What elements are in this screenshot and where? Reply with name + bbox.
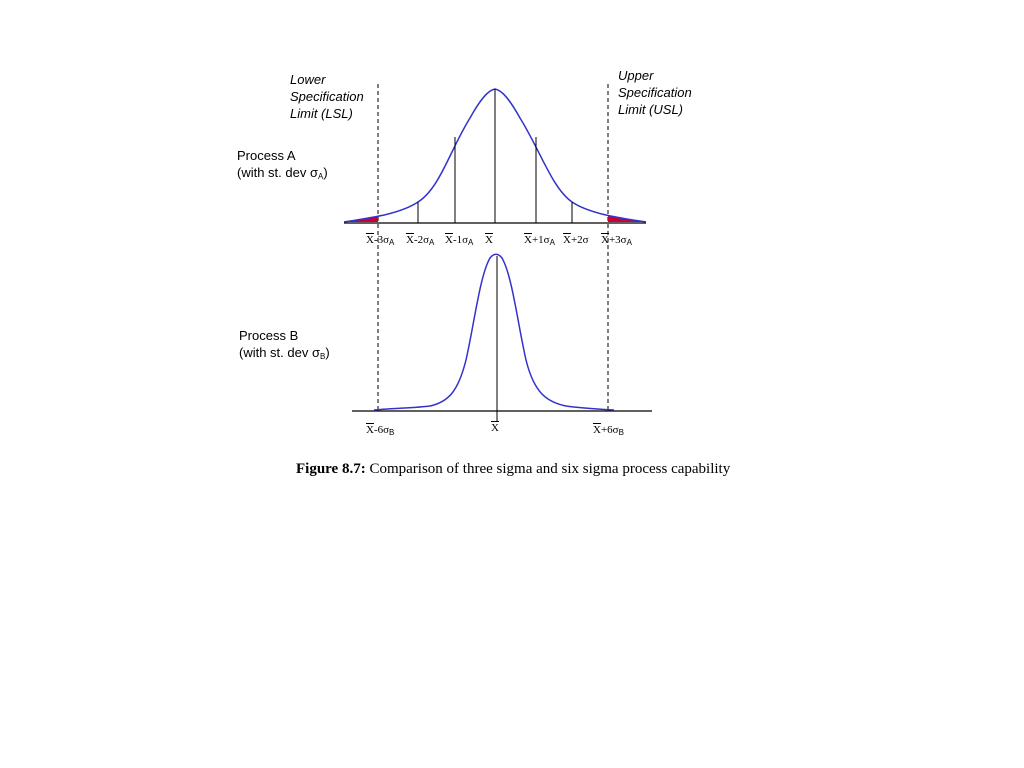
process-a-stdev: (with st. dev $\sigma_A$) <box>237 165 328 181</box>
tick-a-minus2: $\overline{X}-2\sigma_A$ <box>406 234 435 247</box>
process-b-curve <box>374 254 614 410</box>
tick-a-minus1: $\overline{X}-1\sigma_A$ <box>445 234 474 247</box>
lsl-label: Lower Specification Limit (LSL) <box>290 72 364 121</box>
tick-b-plus6: $\overline{X}+6\sigma_B$ <box>593 424 624 437</box>
tick-a-plus3: $\overline{X}+3\sigma_A$ <box>601 234 632 247</box>
process-b-label: Process B (with st. dev $\sigma_B$) <box>239 327 330 365</box>
caption-text: Comparison of three sigma and six sigma process capability <box>365 461 731 477</box>
process-b-stdev: (with st. dev $\sigma_B$) <box>239 345 330 361</box>
tick-b-mean: $\overline{X}$ <box>491 422 499 434</box>
caption-label: Figure 8.7: <box>296 461 366 477</box>
process-a-label: Process A (with st. dev $\sigma_A$) <box>237 147 328 185</box>
figure-caption <box>296 461 730 478</box>
tick-a-minus3: $\overline{X}-3\sigma_A$ <box>366 234 395 247</box>
tick-a-plus2: $\overline{X}+2\sigma$ <box>563 234 589 246</box>
tick-a-mean: $\overline{X}$ <box>485 234 493 246</box>
tick-b-minus6: $\overline{X}-6\sigma_B$ <box>366 424 395 437</box>
tick-a-plus1: $\overline{X}+1\sigma_A$ <box>524 234 555 247</box>
usl-label: Upper Specification Limit (USL) <box>618 68 692 117</box>
